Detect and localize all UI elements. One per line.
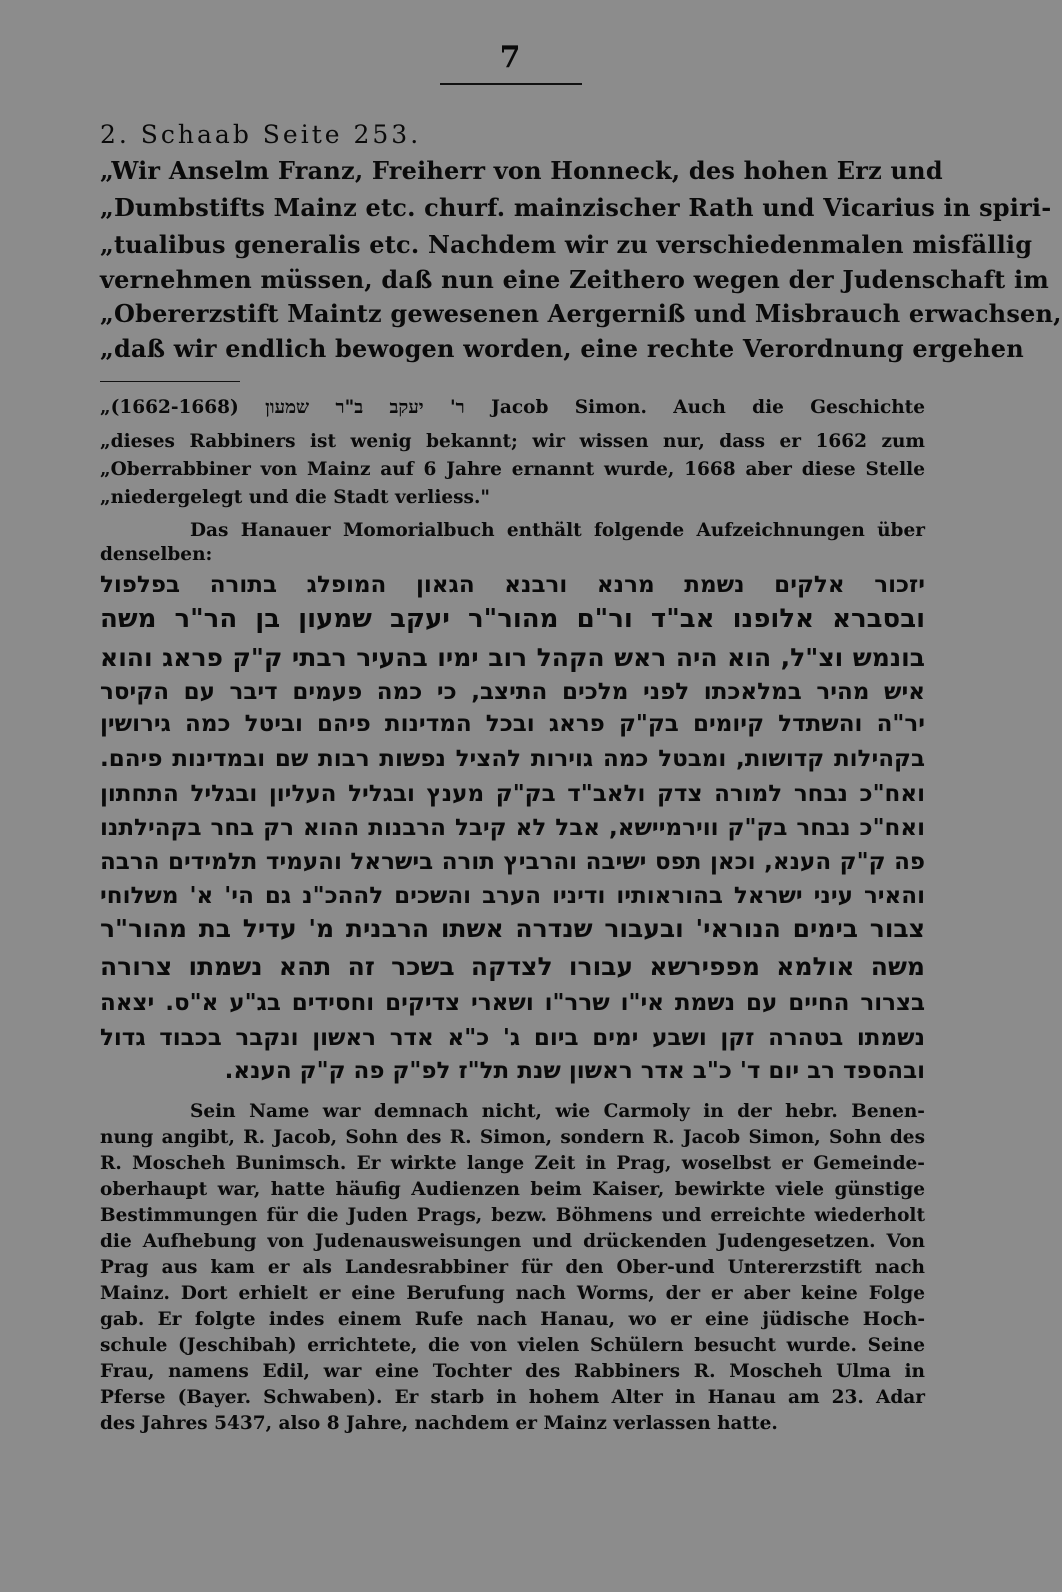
- quote-line: „daß wir endlich bewogen worden, eine rechte Verordnung ergehen: [100, 334, 1024, 363]
- hebrew-line: פה ק"ק הענא, וכאן תפס ישיבה והרביץ תורה בישראל והעמיד תלמידים הרבה: [100, 849, 925, 875]
- hebrew-line: ואח"כ נבחר בק"ק ווירמיישא, אבל לא קיבל הרבנות ההוא רק בחר בקהילתנו: [100, 815, 925, 841]
- section-heading: 2. Schaab Seite 253.: [100, 120, 422, 149]
- quote-line: vernehmen müssen, daß nun eine Zeithero wegen der Judenschaft im: [100, 265, 1049, 294]
- commentary-line: Bestimmungen für die Juden Prags, bezw. Böhmens und erreichte wiederholt: [100, 1205, 925, 1226]
- hebrew-line: יזכור אלקים נשמת מרנא ורבנא הגאון המופלג בתורה בפלפול: [100, 572, 925, 598]
- hebrew-line: והאיר עיני ישראל בהוראותיו ודיניו הערב והשכים לההכ"נ גם הי' א' משלוחי: [100, 883, 925, 909]
- hebrew-line: בצרור החיים עם נשמת אי"ו שרר"ו ושארי צדיקים וחסידים בג"ע א"ס. יצאה: [100, 990, 925, 1016]
- commentary-line: Prag aus kam er als Landesrabbiner für den Ober-und Untererzstift nach: [100, 1257, 925, 1278]
- hebrew-line: איש מהיר במלאכתו לפני מלכים התיצב, כי כמה פעמים דיבר עם הקיסר: [100, 679, 925, 705]
- hebrew-line: ובסברא אלופנו אב"ד ור"ם מהור"ר יעקב שמעון בן הר"ר משה: [100, 604, 925, 634]
- footnote-line: „niedergelegt und die Stadt verliess.": [100, 487, 491, 508]
- footnote-separator: [100, 381, 240, 382]
- quote-line: „Dumbstifts Mainz etc. churf. mainzischer Rath und Vicarius in spiri-: [100, 193, 1052, 222]
- commentary-line: nung angibt, R. Jacob, Sohn des R. Simon, sondern R. Jacob Simon, Sohn des: [100, 1127, 925, 1148]
- commentary-line: gab. Er folgte indes einem Rufe nach Hanau, wo er eine jüdische Hoch-: [100, 1309, 925, 1330]
- page-number-rule: [440, 83, 582, 85]
- quote-line: „Obererzstift Maintz gewesenen Aergerniß und Misbrauch erwachsen,: [100, 299, 1062, 328]
- commentary-line: Pferse (Bayer. Schwaben). Er starb in hohem Alter in Hanau am 23. Adar: [100, 1387, 925, 1408]
- page-number: 7: [499, 40, 521, 75]
- commentary-line: des Jahres 5437, also 8 Jahre, nachdem er Mainz verlassen hatte.: [100, 1413, 778, 1434]
- hebrew-line: ובהספד רב יום ד' כ"ב אדר ראשון שנת תל"ז לפ"ק פה ק"ק הענא.: [224, 1058, 925, 1084]
- hebrew-line: צבור בימים הנוראי' ובעבור שנדרה אשתו הרבנית מ' עדיל בת מהור"ר: [100, 914, 925, 943]
- footnote-line: „Oberrabbiner von Mainz auf 6 Jahre ernannt wurde, 1668 aber diese Stelle: [100, 459, 925, 480]
- quote-line: „tualibus generalis etc. Nachdem wir zu verschiedenmalen misfällig: [100, 230, 1033, 259]
- hebrew-line: בקהילות קדושות, ומבטל כמה גוירות להציל נפשות רבות שם ובמדינות פיהם.: [100, 746, 925, 772]
- commentary-line: schule (Jeschibah) errichtete, die von vielen Schülern besucht wurde. Seine: [100, 1335, 925, 1356]
- hebrew-line: נשמתו בטהרה זקן ושבע ימים ביום ג' כ"א אדר ראשון ונקבר בכבוד גדול: [100, 1025, 925, 1051]
- footnote-line: „(1662-1668) ר' יעקב ב"ר שמעון Jacob Simon. Auch die Geschichte: [100, 397, 926, 418]
- hebrew-line: יר"ה והשתדל קיומים בק"ק פראג ובכל המדינות פיהם וביטל כמה גירושין: [100, 711, 925, 737]
- quote-line: „Wir Anselm Franz, Freiherr von Honneck, des hohen Erz und: [100, 156, 943, 185]
- commentary-line: die Aufhebung von Judenausweisungen und drückenden Judengesetzen. Von: [100, 1231, 925, 1252]
- commentary-line: Mainz. Dort erhielt er eine Berufung nach Worms, der er aber keine Folge: [100, 1283, 925, 1304]
- hebrew-line: בונמש וצ"ל, הוא היה ראש הקהל רוב ימיו בהעיר רבתי ק"ק פראג והוא: [100, 643, 925, 672]
- commentary-line: oberhaupt war, hatte häufig Audienzen beim Kaiser, bewirkte viele günstige: [100, 1179, 925, 1200]
- memorbuch-intro-cont: denselben:: [100, 544, 213, 565]
- commentary-line: Sein Name war demnach nicht, wie Carmoly in der hebr. Benen-: [190, 1101, 925, 1122]
- hebrew-line: ואח"כ נבחר למורה צדק ולאב"ד בק"ק מענץ ובגליל העליון ובגליל התחתון: [100, 781, 925, 807]
- commentary-line: R. Moscheh Bunimsch. Er wirkte lange Zeit in Prag, woselbst er Gemeinde-: [100, 1153, 925, 1174]
- hebrew-line: משה אולמא מפפירשא עבורו לצדקה בשכר זה תהא נשמתו צרורה: [100, 952, 925, 981]
- memorbuch-intro: Das Hanauer Momorialbuch enthält folgende Aufzeichnungen über: [190, 520, 925, 541]
- commentary-line: Frau, namens Edil, war eine Tochter des Rabbiners R. Moscheh Ulma in: [100, 1361, 925, 1382]
- footnote-line: „dieses Rabbiners ist wenig bekannt; wir wissen nur, dass er 1662 zum: [100, 431, 925, 452]
